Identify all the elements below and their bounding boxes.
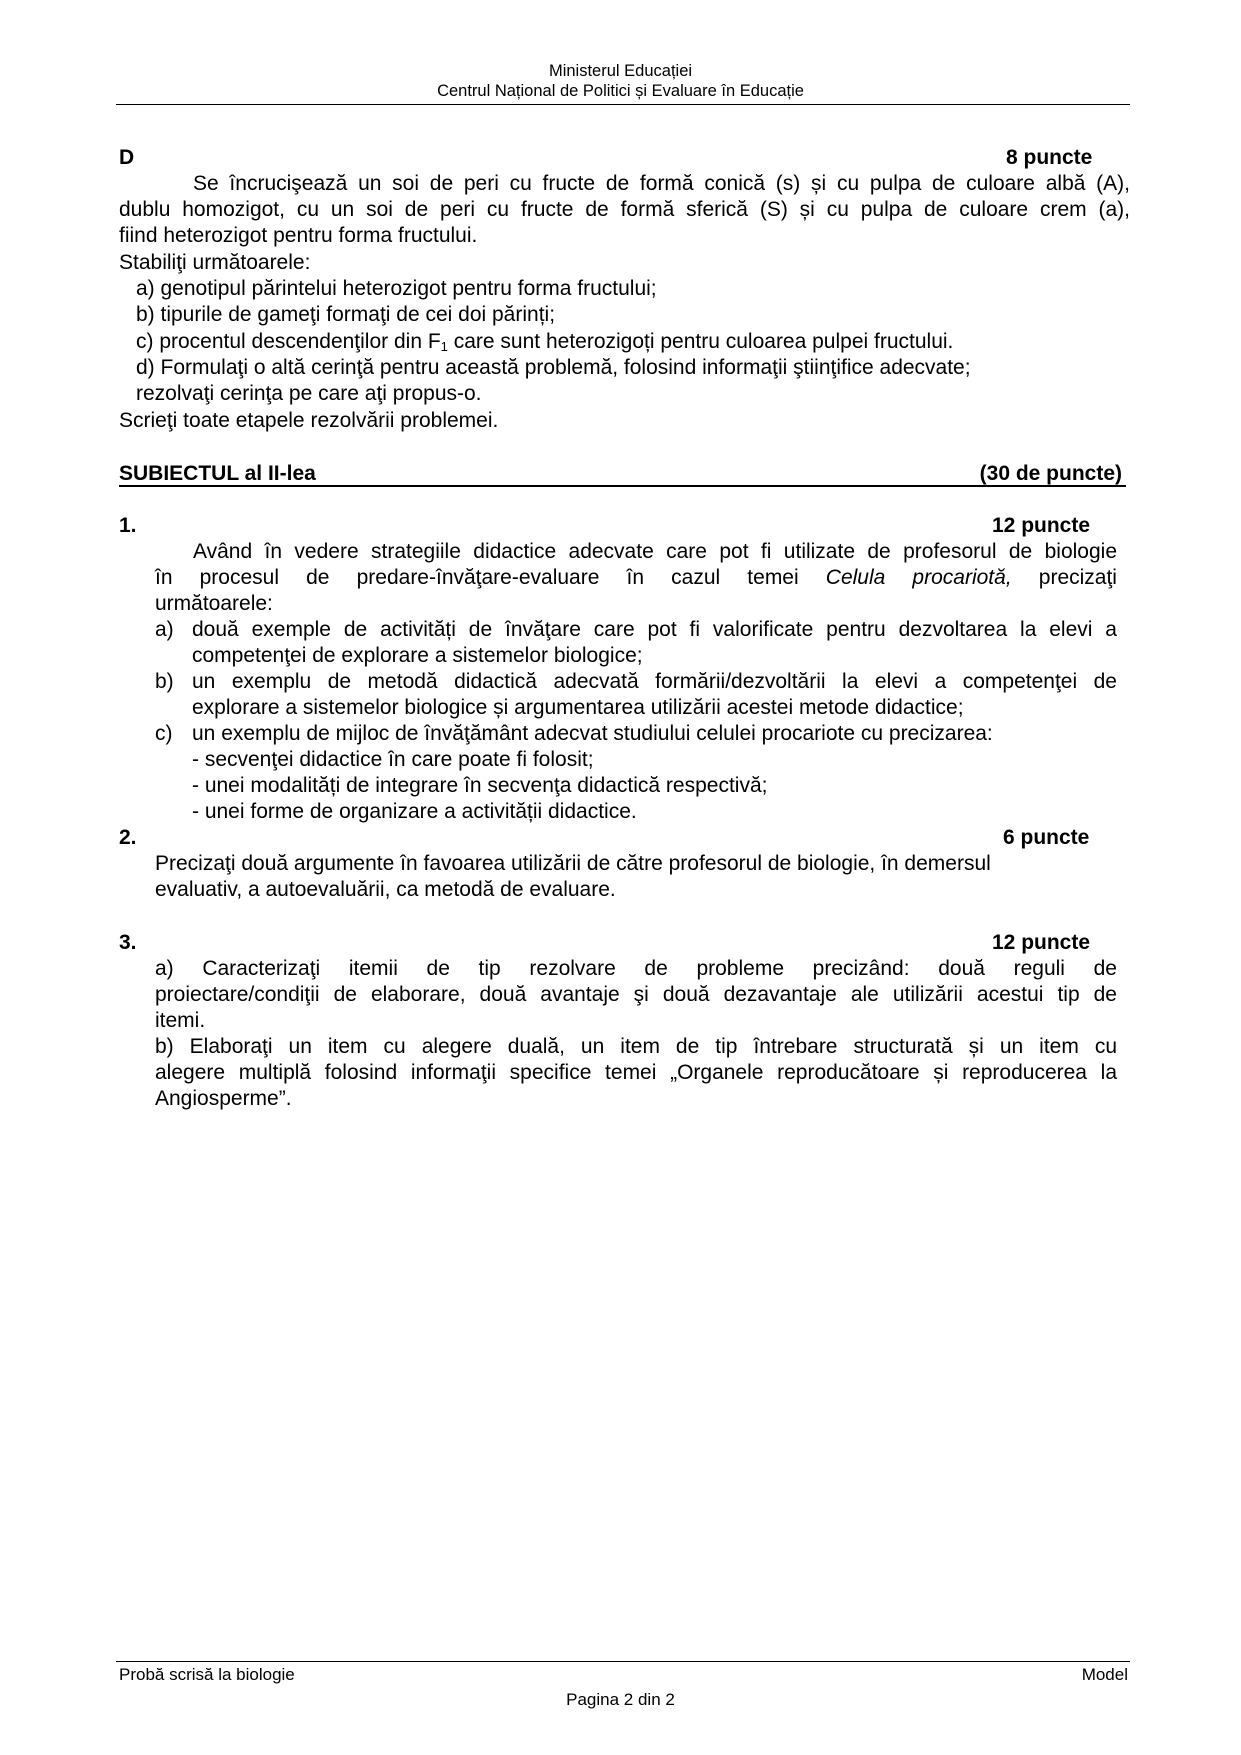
subject2-title: SUBIECTUL al II-lea: [119, 462, 316, 485]
subject2-heading: [119, 461, 1126, 487]
q1-b-label: b): [155, 670, 174, 693]
subject2-points: (30 de puncte): [979, 462, 1122, 485]
q1-points: 12 puncte: [992, 514, 1091, 537]
section-d-intro-line2: dublu homozigot, cu un soi de peri cu fructe de formă sferică (S) și cu pulpa de culoare crem (a),: [119, 198, 1130, 221]
section-d-points: 8 puncte: [1006, 146, 1093, 169]
section-d-intro-line3: fiind heterozigot pentru forma fructului.: [119, 224, 478, 247]
q3-b-line3: Angiosperme”.: [155, 1087, 292, 1110]
q1-intro-line2-pre: în procesul de predare-învăţare-evaluare în cazul temei: [155, 566, 799, 589]
q3-b-line2: alegere multiplă folosind informaţii specifice temei „Organele reproducătoare și reproducerea la: [155, 1061, 1117, 1084]
q1-intro-line2: [155, 565, 1117, 591]
q1-topic: Celula procariotă,: [825, 566, 1012, 589]
q1-a-label: a): [155, 618, 174, 641]
q1-number: 1.: [119, 514, 137, 537]
section-d-item-c-post: care sunt heterozigoți pentru culoarea pulpei fructului.: [447, 330, 954, 353]
section-d-item-c-pre: c) procentul descendenţilor din F: [136, 330, 441, 353]
q1-intro-line3: următoarele:: [155, 592, 273, 615]
footer-exam-name: Probă scrisă la biologie: [119, 1665, 295, 1684]
section-d-item-b: b) tipurile de gameţi formaţi de cei doi părinți;: [136, 303, 556, 326]
section-d-intro-line1: Se încrucişează un soi de peri cu fructe de formă conică (s) și cu pulpa de culoare albă (A),: [193, 172, 1130, 195]
section-d-item-d1: d) Formulaţi o altă cerinţă pentru această problemă, folosind informaţii ştiinţifice adecvate;: [136, 356, 971, 379]
q1-c-sub1: - secvenţei didactice în care poate fi folosit;: [192, 748, 594, 771]
q1-a-line1: două exemple de activități de învăţare care pot fi valorificate pentru dezvoltarea la elevi a: [192, 618, 1117, 641]
q1-c-sub2: - unei modalități de integrare în secvenţa didactică respectivă;: [192, 774, 768, 797]
section-d-item-a: a) genotipul părintelui heterozigot pentru forma fructului;: [136, 277, 657, 300]
q2-line1: Precizaţi două argumente în favoarea utilizării de către profesorul de biologie, în demersul: [155, 852, 991, 875]
footer-divider: [116, 1661, 1130, 1662]
q1-a-line2: competenţei de explorare a sistemelor biologice;: [192, 644, 643, 667]
q3-a-line3: itemi.: [155, 1009, 206, 1032]
q1-b-line1: un exemplu de metodă didactică adecvată formării/dezvoltării la elevi a competenţei de: [192, 670, 1117, 693]
section-d-item-c: [136, 329, 1147, 355]
section-d-item-c-sub: 1: [440, 339, 448, 354]
q1-c-line1: un exemplu de mijloc de învăţământ adecvat studiului celulei procariote cu precizarea:: [192, 722, 993, 745]
section-d-stabiliti: Stabiliţi următoarele:: [119, 251, 311, 274]
q2-number: 2.: [119, 826, 137, 849]
header-center: Centrul Național de Politici și Evaluare în Educație: [437, 82, 804, 100]
q3-a-line2: proiectare/condiţii de elaborare, două avantaje şi două dezavantaje ale utilizării acestui tip de: [155, 983, 1117, 1006]
header-divider: [116, 104, 1130, 105]
q1-c-label: c): [155, 722, 173, 745]
q3-a-line1: a) Caracterizaţi itemii de tip rezolvare de probleme precizând: două reguli de: [155, 957, 1117, 980]
q2-line2: evaluativ, a autoevaluării, ca metodă de evaluare.: [155, 878, 616, 901]
header-ministry: Ministerul Educației: [548, 62, 693, 80]
q2-points: 6 puncte: [1003, 826, 1090, 849]
footer-model: Model: [1081, 1665, 1128, 1684]
section-d-label: D: [119, 146, 135, 169]
q1-intro-line1: Având în vedere strategiile didactice adecvate care pot fi utilizate de profesorul de biologie: [193, 540, 1117, 563]
footer-page-number: Pagina 2 din 2: [566, 1690, 675, 1709]
q3-b-line1: b) Elaboraţi un item cu alegere duală, un item de tip întrebare structurată și un item cu: [155, 1035, 1117, 1058]
q1-c-sub3: - unei forme de organizare a activității didactice.: [192, 800, 637, 823]
q3-points: 12 puncte: [992, 931, 1091, 954]
q3-number: 3.: [119, 931, 137, 954]
section-d-closing: Scrieţi toate etapele rezolvării problemei.: [119, 409, 499, 432]
section-d-item-d2: rezolvaţi cerinţa pe care aţi propus-o.: [136, 382, 482, 405]
q1-intro-line2-post: precizaţi: [1038, 566, 1117, 589]
q1-b-line2: explorare a sistemelor biologice și argumentarea utilizării acestei metode didactice;: [192, 696, 964, 719]
